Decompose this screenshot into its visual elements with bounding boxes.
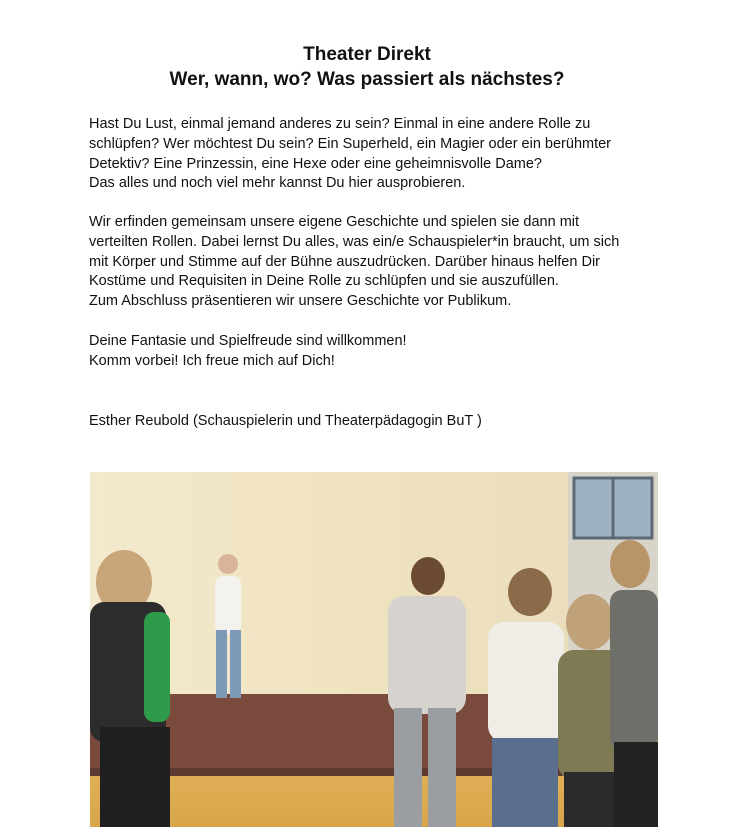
text-line: Hast Du Lust, einmal jemand anderes zu sein? Einmal in eine andere Rolle zu bbox=[89, 116, 591, 132]
page-subtitle: Wer, wann, wo? Was passiert als nächstes? bbox=[169, 69, 565, 90]
invitation-paragraph bbox=[89, 332, 659, 372]
text-line: Komm vorbei! Ich freue mich auf Dich! bbox=[89, 352, 335, 369]
theater-workshop-photo bbox=[90, 472, 658, 827]
signature: Esther Reubold (Schauspielerin und Theaterpädagogin BuT ) bbox=[89, 413, 482, 429]
text-line: Detektiv? Eine Prinzessin, eine Hexe oder eine geheimnisvolle Dame? bbox=[89, 155, 542, 172]
description-paragraph bbox=[89, 213, 659, 312]
intro-paragraph bbox=[89, 115, 659, 194]
text-line: schlüpfen? Wer möchtest Du sein? Ein Superheld, ein Magier oder ein berühmter bbox=[89, 135, 612, 152]
page-title: Theater Direkt bbox=[303, 44, 431, 65]
text-line: mit Körper und Stimme auf der Bühne auszudrücken. Darüber hinaus helfen Dir bbox=[89, 253, 600, 270]
text-line: Deine Fantasie und Spielfreude sind willkommen! bbox=[89, 333, 407, 349]
photo-illustration bbox=[90, 472, 658, 827]
text-line: verteilten Rollen. Dabei lernst Du alles, was ein/e Schauspieler*in braucht, um sich bbox=[89, 233, 620, 250]
text-line: Kostüme und Requisiten in Deine Rolle zu schlüpfen und sie auszufüllen. bbox=[89, 273, 559, 290]
text-line: Zum Abschluss präsentieren wir unsere Geschichte vor Publikum. bbox=[89, 293, 512, 310]
text-line: Das alles und noch viel mehr kannst Du hier ausprobieren. bbox=[89, 175, 466, 192]
text-line: Wir erfinden gemeinsam unsere eigene Geschichte und spielen sie dann mit bbox=[89, 214, 580, 230]
